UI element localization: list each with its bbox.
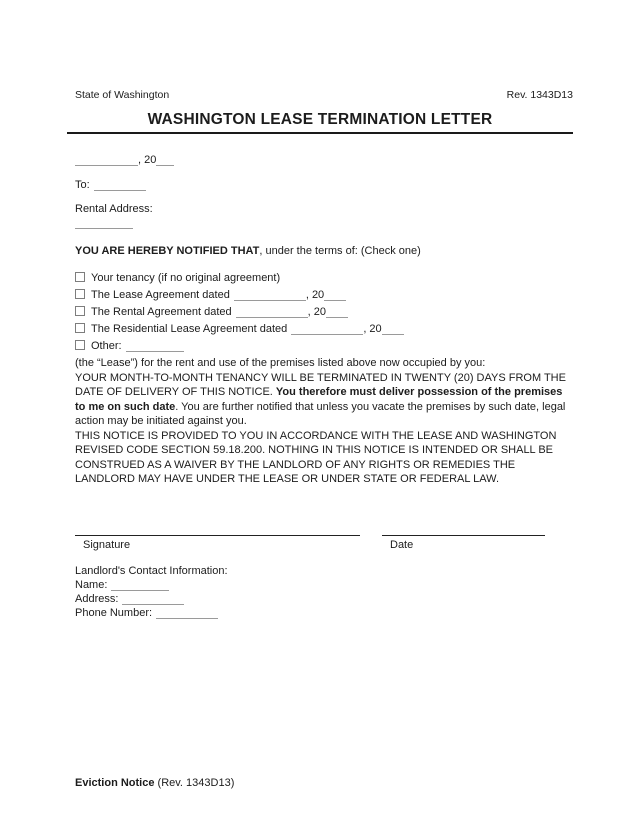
option-row-other [75, 339, 573, 354]
tenancy-checkbox[interactable] [75, 272, 85, 282]
signature-block [75, 535, 573, 553]
header-state-label: State of Washington [75, 89, 170, 101]
option-row-residential-lease [75, 322, 573, 337]
date-column [382, 535, 545, 553]
notified-line [75, 244, 573, 259]
date-label: Date [390, 538, 414, 551]
option-label: Your tenancy (if no original agreement) [91, 272, 281, 284]
option-label: The Lease Agreement dated [91, 289, 230, 301]
residential-lease-checkbox[interactable] [75, 323, 85, 333]
rental-agreement-checkbox[interactable] [75, 306, 85, 316]
lease-agreement-checkbox[interactable] [75, 289, 85, 299]
check-one-options [75, 271, 573, 354]
date-signature-line[interactable] [382, 535, 545, 536]
option-label: The Residential Lease Agreement dated [91, 323, 288, 335]
document-footer [75, 776, 234, 791]
address-blank-field[interactable] [122, 593, 184, 605]
option-label: The Rental Agreement dated [91, 306, 232, 318]
year-prefix-text: , 20 [305, 289, 325, 301]
year-prefix-text: , 20 [363, 323, 382, 335]
rental-address-blank-field[interactable] [75, 217, 133, 229]
contact-name-line [75, 578, 573, 592]
rental-date-blank-field[interactable] [236, 306, 308, 318]
contact-address-line [75, 592, 573, 606]
year-prefix-text: , 20 [138, 153, 157, 166]
termination-text-1: YOUR MONTH-TO-MONTH TENANCY WILL BE TERMINATED IN TWENTY (20) DAYS FROM THE DATE OF DELIVERY OF THIS NOTICE. [75, 371, 566, 398]
signature-column [75, 535, 360, 553]
residential-year-blank-field[interactable] [382, 323, 404, 335]
notified-bold-text: YOU ARE HEREBY NOTIFIED THAT [75, 244, 260, 257]
footer-rest-text: (Rev. 1343D13) [154, 776, 235, 789]
landlord-contact-block [75, 564, 573, 620]
notified-rest-text: , under the terms of: (Check one) [259, 244, 421, 257]
option-row-rental-agreement [75, 305, 573, 320]
document-title: WASHINGTON LEASE TERMINATION LETTER [147, 110, 493, 128]
lease-clause-text: (the “Lease”) for the rent and use of the premises listed above now occupied by you: [75, 357, 486, 369]
termination-bold-text: You therefore must deliver possession of the premises to me on such date [75, 386, 563, 413]
letter-date-line [75, 153, 573, 168]
option-row-tenancy [75, 271, 573, 286]
termination-text-2: . You are further notified that unless you vacate the premises by such date, legal action may be initiated against you. [75, 400, 566, 427]
to-label: To: [75, 179, 90, 191]
residential-date-blank-field[interactable] [291, 323, 363, 335]
other-blank-field[interactable] [126, 340, 184, 352]
other-checkbox[interactable] [75, 340, 85, 350]
signature-line[interactable] [75, 535, 360, 536]
rental-address-line [75, 202, 573, 231]
address-label: Address: [75, 593, 119, 605]
lease-year-blank-field[interactable] [324, 289, 346, 301]
name-blank-field[interactable] [111, 579, 169, 591]
year-prefix-text: , 20 [307, 306, 327, 318]
date-blank-field[interactable] [75, 154, 138, 166]
document-header [67, 88, 573, 103]
termination-paragraph [75, 371, 567, 429]
phone-label: Phone Number: [75, 607, 153, 619]
name-label: Name: [75, 579, 108, 591]
year-blank-field[interactable] [156, 154, 174, 166]
to-line [75, 178, 573, 193]
lease-date-blank-field[interactable] [234, 289, 306, 301]
contact-phone-line [75, 606, 573, 620]
signature-label: Signature [83, 538, 131, 551]
option-label: Other: [91, 340, 122, 352]
contact-heading: Landlord's Contact Information: [75, 565, 228, 577]
to-blank-field[interactable] [94, 179, 146, 191]
phone-blank-field[interactable] [156, 607, 218, 619]
option-row-lease-agreement [75, 288, 573, 303]
legal-paragraph: THIS NOTICE IS PROVIDED TO YOU IN ACCORDANCE WITH THE LEASE AND WASHINGTON REVISED CODE SECTION 59.18.200. NOTHING IN THIS NOTICE IS INTENDED OR SHALL BE CONSTRUED AS A WAIVER BY THE LANDLORD OF ANY RIGHTS OR REMEDIES THE LANDLORD MAY HAVE UNDER THE LEASE OR UNDER STATE OR FEDERAL LAW. [75, 429, 557, 485]
footer-bold-text: Eviction Notice [75, 776, 155, 789]
rental-year-blank-field[interactable] [326, 306, 348, 318]
title-rule [67, 132, 573, 134]
rental-address-label: Rental Address: [75, 202, 153, 215]
header-revision-label: Rev. 1343D13 [506, 89, 573, 101]
